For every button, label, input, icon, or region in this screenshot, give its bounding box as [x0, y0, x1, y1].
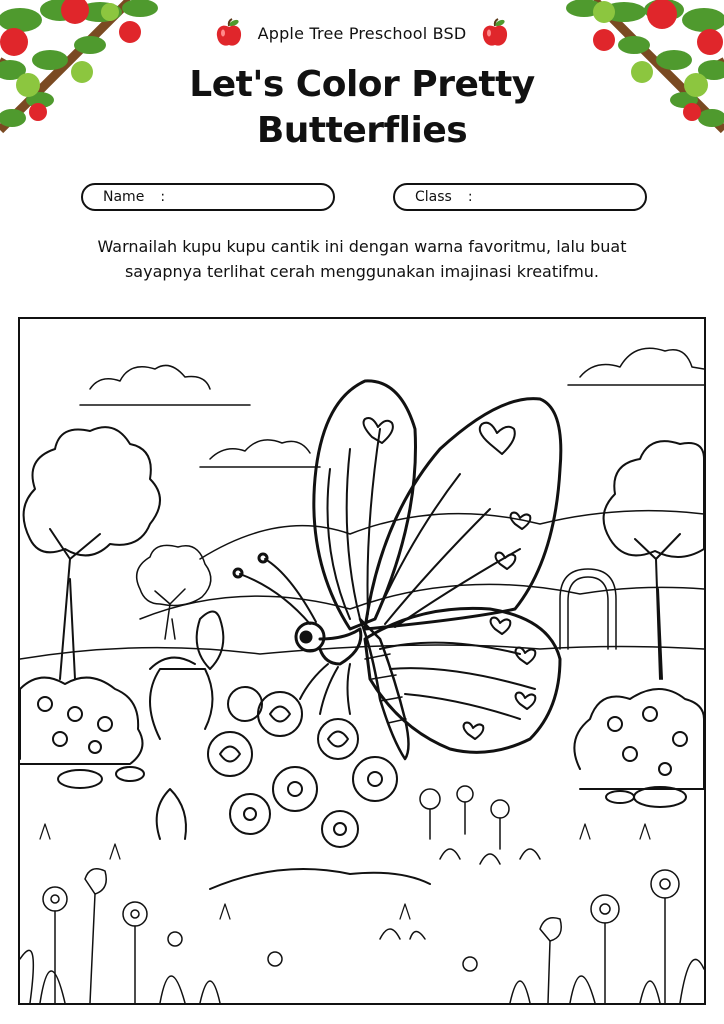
- page-title: [0, 62, 724, 154]
- cloud-right-icon: [568, 348, 704, 385]
- butterfly-icon: [234, 381, 561, 759]
- apple-icon: [480, 18, 510, 48]
- class-field[interactable]: [393, 183, 647, 211]
- class-separator: :: [467, 189, 473, 205]
- name-field[interactable]: [81, 183, 335, 211]
- school-header: [0, 16, 724, 50]
- school-name: Apple Tree Preschool BSD: [257, 23, 467, 43]
- bush-right-icon: [574, 689, 704, 807]
- name-separator: :: [160, 189, 166, 205]
- apple-icon: [214, 18, 244, 48]
- name-label: Name: [103, 189, 145, 205]
- class-label: Class: [415, 189, 452, 205]
- garden-arch-icon: [560, 569, 616, 649]
- coloring-frame: [18, 317, 706, 1005]
- instructions-text: [60, 234, 664, 284]
- meadow-flowers-icon: [20, 786, 704, 1003]
- tree-right-icon: [604, 441, 704, 679]
- instructions-line-2: sayapnya terlihat cerah menggunakan imajinasi kreatifmu.: [124, 262, 600, 281]
- tree-left-icon: [24, 427, 160, 679]
- butterfly-illustration: [20, 319, 704, 1003]
- title-line-2: Butterflies: [256, 110, 468, 151]
- cloud-mid-icon: [200, 440, 320, 467]
- cloud-left-icon: [80, 365, 250, 405]
- rose-bush-icon: [150, 612, 430, 890]
- title-line-1: Let's Color Pretty: [189, 64, 535, 105]
- bush-left-icon: [20, 678, 144, 788]
- instructions-line-1: Warnailah kupu kupu cantik ini dengan warna favoritmu, lalu buat: [97, 237, 627, 256]
